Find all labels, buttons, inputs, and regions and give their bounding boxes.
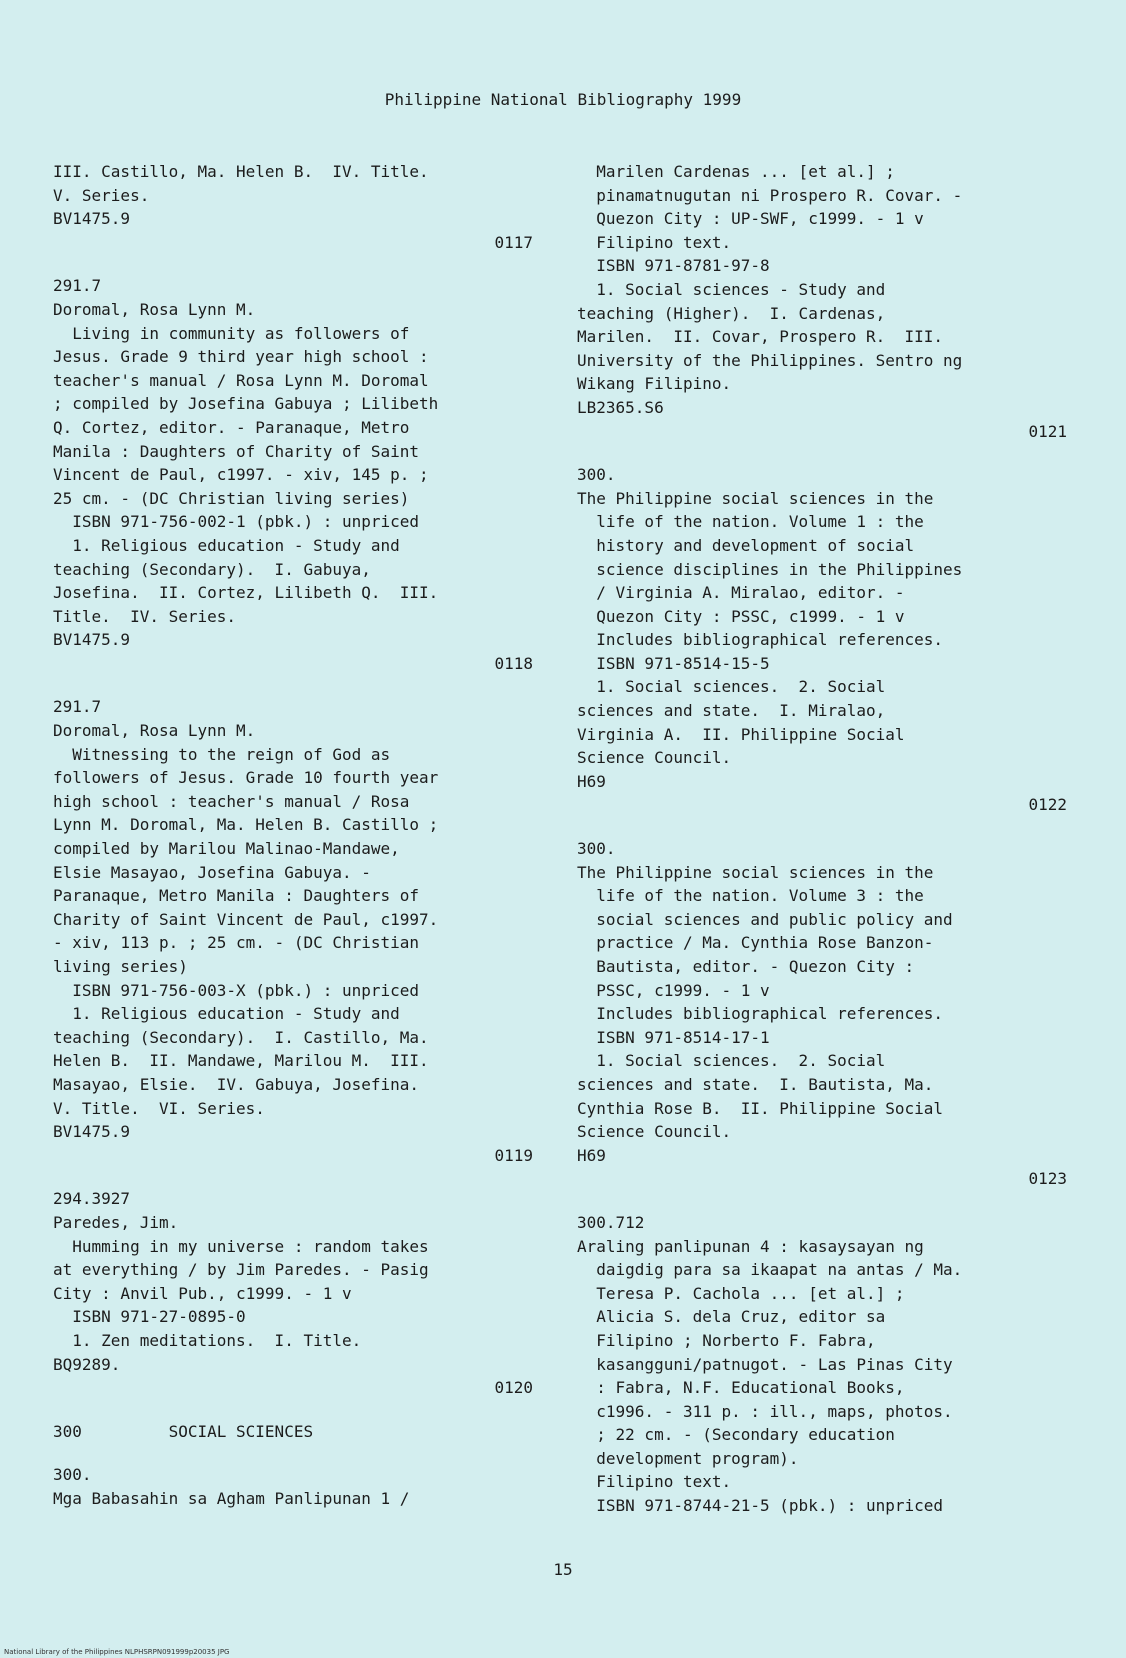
page-number: 15 <box>553 1560 573 1579</box>
entry-number: 0123 <box>1028 1169 1067 1189</box>
entry-gap <box>53 675 533 695</box>
entry-number: 0122 <box>1028 795 1067 815</box>
entry-gap <box>53 254 533 274</box>
bibliographic-entry: 294.3927 Paredes, Jim. Humming in my universe : random takes at everything / by Jim Paredes. - Pasig City : Anvil Pub., c1999. - 1 v ISBN 971-27-0895-0 1. Zen meditations. I. Title. BQ9289. <box>53 1189 429 1374</box>
bibliographic-entry: 300. Mga Babasahin sa Agham Panlipunan 1 / <box>53 1465 410 1508</box>
entry-number: 0117 <box>494 232 533 252</box>
entry-gap <box>53 1167 533 1187</box>
entry-number: 0120 <box>494 1378 533 1398</box>
entry-number: 0119 <box>494 1145 533 1165</box>
bibliographic-entry: 291.7 Doromal, Rosa Lynn M. Witnessing to the reign of God as followers of Jesus. Grade 10 fourth year high school : teacher's manual / Rosa Lynn M. Doromal, Ma. Helen B. Castillo ; compiled by Marilou Malinao-Mandawe, Elsie Masayao, Josefina Gabuya. - Paranaque, Metro Manila : Daughters of Charity of Saint Vincent de Paul, c1997. - xiv, 113 p. ; 25 cm. - (DC Christian living series) ISBN 971-756-003-X (pbk.) : unpriced 1. Religious education - Study and teaching (Secondary). I. Castillo, Ma. Helen B. II. Mandawe, Marilou M. III. Masayao, Elsie. IV. Gabuya, Josefina. V. Title. VI. Series. BV1475.9 <box>53 697 439 1142</box>
entry-number: 0118 <box>494 653 533 673</box>
bibliographic-entry: 300. The Philippine social sciences in the life of the nation. Volume 3 : the social sciences and public policy and practice / Ma. Cynthia Rose Banzon- Bautista, editor. - Quezon City : PSSC, c1999. - 1 v Includes bibliographical references. ISBN 971-8514-17-1 1. Social sciences. 2. Social sciences and state. I. Bautista, Ma. Cynthia Rose B. II. Philippine Social Science Council. H69 <box>577 839 953 1165</box>
bibliographic-entry: 300.712 Araling panlipunan 4 : kasaysayan ng daigdig para sa ikaapat na antas / Ma. Teresa P. Cachola ... [et al.] ; Alicia S. dela Cruz, editor sa Filipino ; Norberto F. Fabra, kasangguni/patnugot. - Las Pinas City : Fabra, N.F. Educational Books, c1996. - 311 p. : ill., maps, photos. ; 22 cm. - (Secondary education development program). Filipino text. ISBN 971-8744-21-5 (pbk.) : unpriced <box>577 1212 963 1516</box>
bibliographic-entry: 300 SOCIAL SCIENCES <box>53 1421 314 1441</box>
page-header: Philippine National Bibliography 1999 <box>384 90 742 109</box>
entry-gap <box>577 443 1067 463</box>
bibliographic-entry: III. Castillo, Ma. Helen B. IV. Title. V. Series. BV1475.9 <box>53 162 429 229</box>
right-column <box>577 160 1067 1518</box>
entry-gap <box>53 1443 533 1463</box>
entry-gap <box>53 1400 533 1420</box>
entry-gap <box>577 817 1067 837</box>
bibliographic-entry: Marilen Cardenas ... [et al.] ; pinamatnugutan ni Prospero R. Covar. - Quezon City : UP-SWF, c1999. - 1 v Filipino text. ISBN 971-8781-97-8 1. Social sciences - Study and teaching (Higher). I. Cardenas, Marilen. II. Covar, Prospero R. III. University of the Philippines. Sentro ng Wikang Filipino. LB2365.S6 <box>577 162 963 417</box>
entry-gap <box>577 1191 1067 1211</box>
bibliographic-entry: 300. The Philippine social sciences in the life of the nation. Volume 1 : the history and development of social science disciplines in the Philippines / Virginia A. Miralao, editor. - Quezon City : PSSC, c1999. - 1 v Includes bibliographical references. ISBN 971-8514-15-5 1. Social sciences. 2. Social sciences and state. I. Miralao, Virginia A. II. Philippine Social Science Council. H69 <box>577 465 963 791</box>
bibliographic-entry: 291.7 Doromal, Rosa Lynn M. Living in community as followers of Jesus. Grade 9 third year high school : teacher's manual / Rosa Lynn M. Doromal ; compiled by Josefina Gabuya ; Lilibeth Q. Cortez, editor. - Paranaque, Metro Manila : Daughters of Charity of Saint Vincent de Paul, c1997. - xiv, 145 p. ; 25 cm. - (DC Christian living series) ISBN 971-756-002-1 (pbk.) : unpriced 1. Religious education - Study and teaching (Secondary). I. Gabuya, Josefina. II. Cortez, Lilibeth Q. III. Title. IV. Series. BV1475.9 <box>53 276 439 650</box>
footer-note: National Library of the Philippines NLPHSRPN091999p20035 JPG <box>4 1648 230 1656</box>
entry-number: 0121 <box>1028 421 1067 441</box>
left-column <box>53 160 533 1510</box>
